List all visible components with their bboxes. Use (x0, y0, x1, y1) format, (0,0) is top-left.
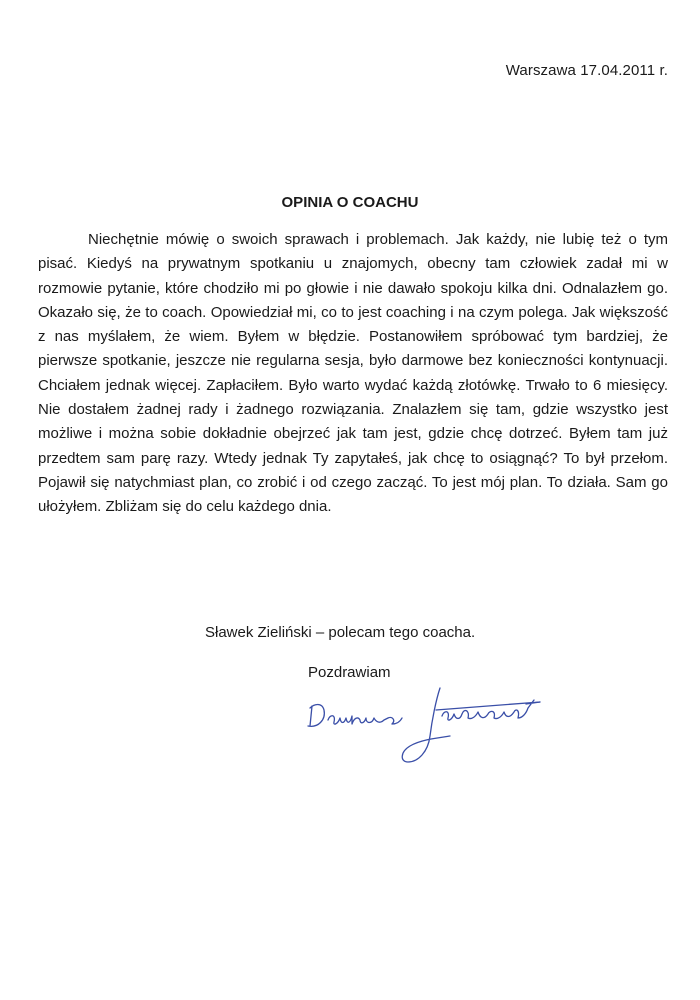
letter-title: OPINIA O COACHU (281, 194, 419, 211)
signature-icon (300, 680, 560, 775)
letter-date: Warszawa 17.04.2011 r. (505, 62, 668, 79)
recommendation-line: Sławek Zieliński – polecam tego coacha. (205, 624, 476, 641)
greeting: Pozdrawiam (308, 664, 391, 681)
letter-body: Niechętnie mówię o swoich sprawach i problemach. Jak każdy, nie lubię też o tym pisać. Kiedyś na prywatnym spotkaniu u znajomych, obecny tam człowiek zadał mi w rozmowie pytanie, które chodziło mi po głowie i nie dawało spokoju kilka dni. Odnalazłem go. Okazało się, że to coach. Opowiedział mi, co to jest coaching i na czym polega. Jak większość z nas myślałem, że wiem. Byłem w błędzie. Postanowiłem spróbować tym bardziej, że pierwsze spotkanie, jeszcze nie regularna sesja, było darmowe bez konieczności kontynuacji. Chciałem jednak więcej. Zapłaciłem. Było warto wydać każdą złotówkę. Trwało to 6 miesięcy. Nie dostałem żadnej rady i żadnego rozwiązania. Znalazłem się tam, gdzie wszystko jest możliwe i można sobie dokładnie obejrzeć jak tam jest, gdzie chcę dotrzeć. Byłem tam już przedtem sam parę razy. Wtedy jednak Ty zapytałeś, jak chcę to osiągnąć? To był przełom. Pojawił się natychmiast plan, co zrobić i od czego zacząć. To jest mój plan. To działa. Sam go ułożyłem. Zbliżam się do celu każdego dnia. (38, 231, 668, 516)
handwritten-signature (300, 680, 560, 775)
